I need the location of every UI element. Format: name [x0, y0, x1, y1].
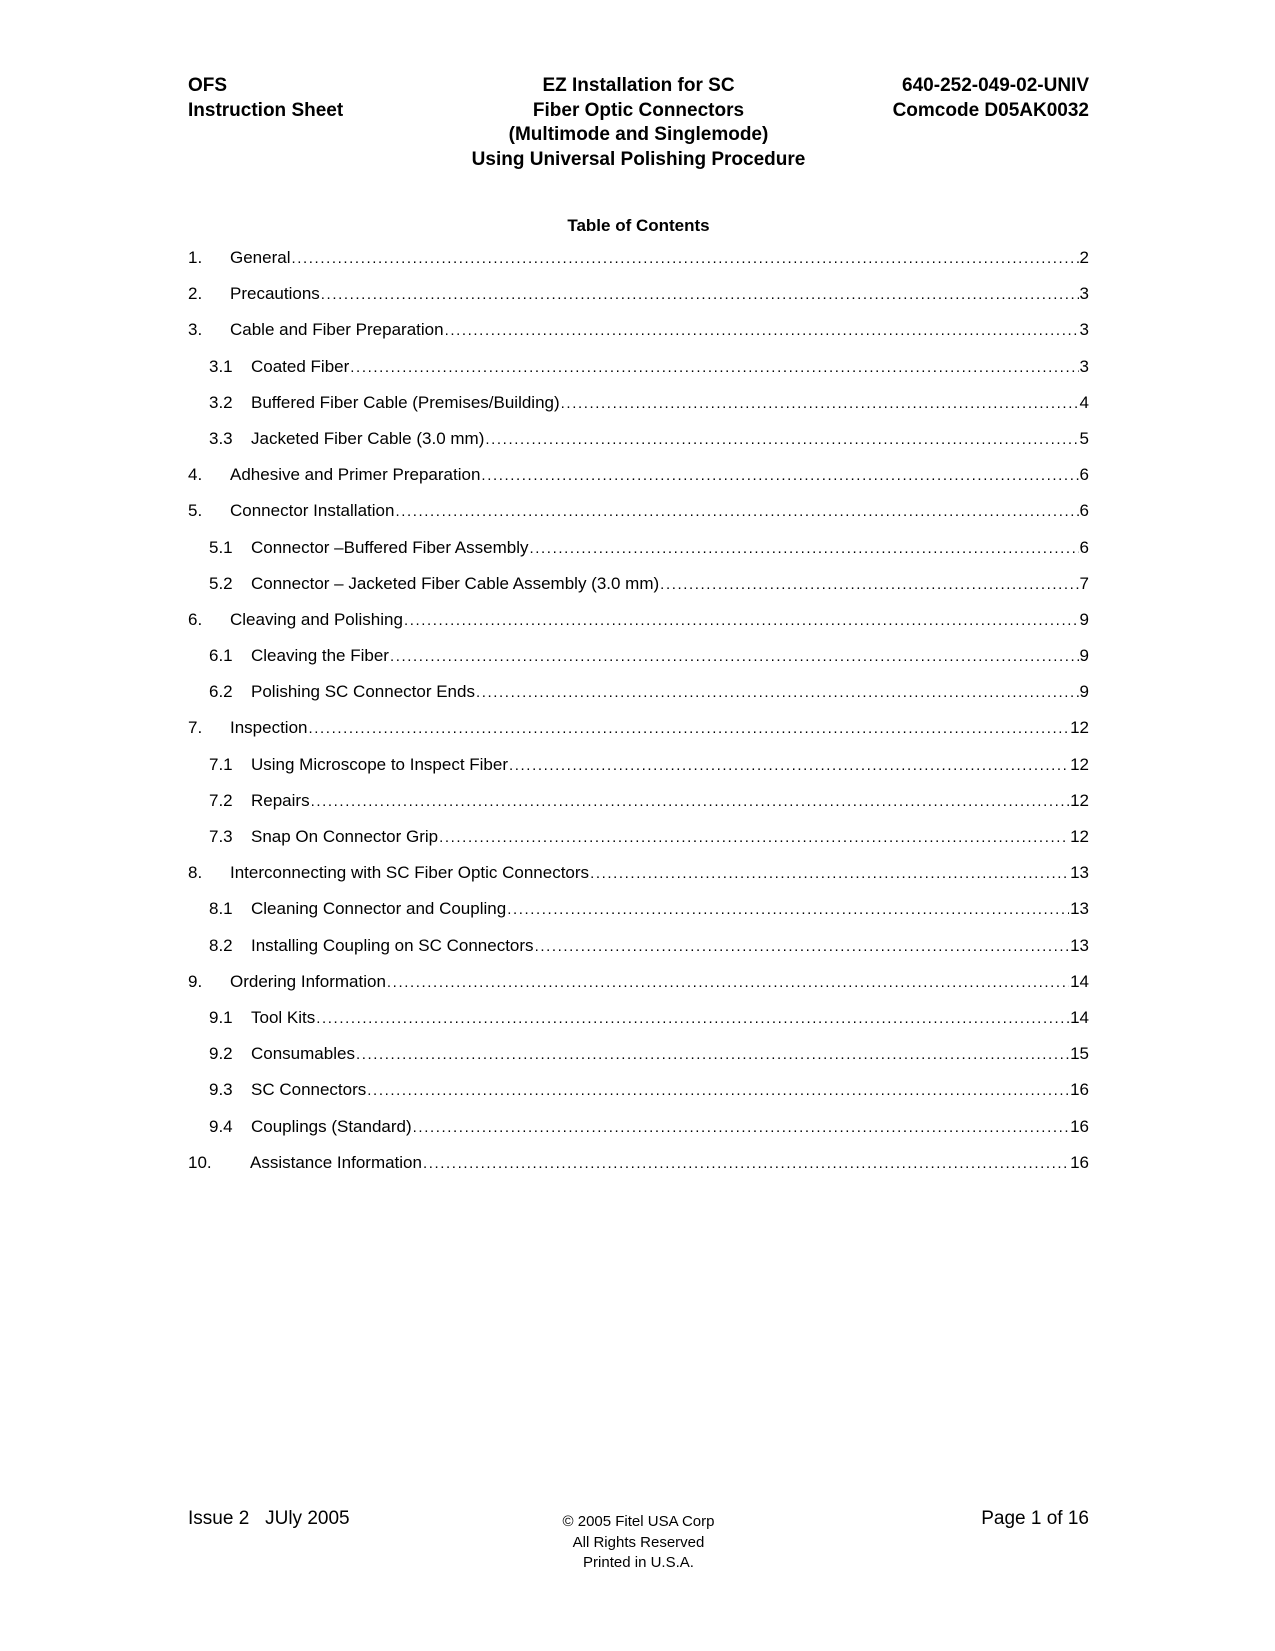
toc-entry-number: 7.: [188, 718, 203, 738]
toc-entry-page: 16: [1070, 1152, 1089, 1172]
toc-subentry[interactable]: [188, 646, 1089, 682]
toc-subentry[interactable]: [188, 357, 1089, 393]
toc-entry-number: 6.: [188, 609, 203, 629]
toc-entry-number: 9.: [188, 971, 203, 991]
toc-entry-number: 7.2: [209, 790, 233, 810]
toc-dot-leader: [395, 503, 1078, 520]
toc-entry-number: 6.1: [209, 646, 233, 666]
toc-subentry[interactable]: [188, 538, 1089, 574]
title-line-4: Using Universal Polishing Procedure: [471, 148, 806, 170]
document-number: 640-252-049-02-UNIV: [902, 75, 1089, 96]
toc-dot-leader: [507, 901, 1069, 918]
toc-entry-number: 1.: [188, 248, 203, 267]
toc-dot-leader: [476, 684, 1079, 701]
toc-entry-number: 9.2: [209, 1044, 233, 1064]
toc-entry-number: 8.1: [209, 899, 233, 919]
toc-dot-leader: [535, 938, 1070, 955]
toc-entry-page: 6: [1079, 537, 1089, 557]
toc-subentry[interactable]: [188, 1080, 1089, 1116]
toc-entry[interactable]: [188, 610, 1089, 646]
toc-dot-leader: [530, 540, 1079, 557]
toc-entry-title: Couplings (Standard): [251, 1116, 412, 1136]
toc-entry-page: 12: [1070, 754, 1089, 774]
toc-entry-page: 9: [1079, 682, 1089, 702]
toc-subentry[interactable]: [188, 755, 1089, 791]
toc-entry[interactable]: [188, 972, 1089, 1008]
toc-entry-number: 5.: [188, 501, 203, 521]
toc-dot-leader: [404, 612, 1079, 629]
toc-entry-number: 8.: [188, 863, 203, 883]
toc-entry-title: Connector –Buffered Fiber Assembly: [251, 537, 529, 557]
toc-entry[interactable]: [188, 284, 1089, 320]
document-type: Instruction Sheet: [188, 99, 344, 121]
toc-subentry[interactable]: [188, 1044, 1089, 1080]
toc-entry-title: Precautions: [230, 284, 320, 304]
toc-subentry[interactable]: [188, 393, 1089, 429]
toc-entry-page: 16: [1070, 1116, 1089, 1136]
toc-entry-title: SC Connectors: [251, 1080, 367, 1100]
toc-dot-leader: [367, 1082, 1069, 1099]
toc-entry-title: Ordering Information: [230, 971, 386, 991]
toc-entry-page: 3: [1079, 320, 1089, 340]
toc-entry-number: 4.: [188, 465, 203, 485]
toc-entry-number: 8.2: [209, 935, 233, 955]
toc-entry-page: 4: [1079, 392, 1089, 412]
toc-dot-leader: [660, 576, 1078, 593]
toc-entry[interactable]: [188, 248, 1089, 284]
toc-entry-title: Polishing SC Connector Ends: [251, 682, 475, 702]
table-of-contents: [188, 248, 1089, 1189]
toc-entry-title: Cleaning Connector and Coupling: [251, 899, 507, 919]
toc-entry-page: 2: [1079, 248, 1089, 267]
toc-entry[interactable]: [188, 501, 1089, 537]
toc-entry-number: 9.3: [209, 1080, 233, 1100]
toc-entry-title: Using Microscope to Inspect Fiber: [251, 754, 508, 774]
toc-subentry[interactable]: [188, 682, 1089, 718]
toc-entry-number: 3.3: [209, 428, 233, 448]
toc-entry-number: 9.4: [209, 1116, 233, 1136]
toc-entry-number: 10.: [188, 1152, 212, 1172]
toc-entry-page: 13: [1070, 863, 1089, 883]
toc-dot-leader: [291, 250, 1078, 267]
toc-entry-number: 6.2: [209, 682, 233, 702]
issue-date: Issue 2 JUly 2005: [188, 1508, 350, 1529]
toc-entry-page: 9: [1079, 646, 1089, 666]
toc-dot-leader: [439, 829, 1069, 846]
toc-entry-title: Buffered Fiber Cable (Premises/Building): [251, 392, 560, 412]
title-line-3: (Multimode and Singlemode): [508, 124, 769, 145]
toc-entry-title: Installing Coupling on SC Connectors: [251, 935, 534, 955]
copyright-line: © 2005 Fitel USA Corp: [562, 1513, 715, 1530]
toc-entry-number: 7.1: [209, 754, 233, 774]
toc-entry-title: Cable and Fiber Preparation: [230, 320, 444, 340]
toc-entry-title: Assistance Information: [250, 1152, 422, 1172]
toc-subentry[interactable]: [188, 574, 1089, 610]
toc-entry-page: 3: [1079, 284, 1089, 304]
toc-entry-number: 3.2: [209, 392, 233, 412]
page-number: Page 1 of 16: [981, 1508, 1089, 1529]
toc-entry-number: 5.1: [209, 537, 233, 557]
toc-entry-page: 12: [1070, 718, 1089, 738]
toc-entry[interactable]: [188, 718, 1089, 754]
toc-entry-title: General: [230, 248, 291, 267]
toc-dot-leader: [481, 467, 1078, 484]
toc-entry-title: Interconnecting with SC Fiber Optic Connectors: [230, 863, 590, 883]
toc-dot-leader: [387, 974, 1069, 991]
rights-line: All Rights Reserved: [572, 1533, 705, 1551]
title-line-1: EZ Installation for SC: [542, 75, 735, 96]
toc-dot-leader: [413, 1119, 1069, 1136]
toc-subentry[interactable]: [188, 429, 1089, 465]
toc-entry-page: 5: [1079, 428, 1089, 448]
toc-entry[interactable]: [188, 863, 1089, 899]
title-line-2: Fiber Optic Connectors: [532, 99, 745, 121]
toc-entry-page: 14: [1070, 971, 1089, 991]
header-left: [188, 74, 343, 123]
toc-entry-page: 7: [1079, 573, 1089, 593]
toc-dot-leader: [485, 431, 1078, 448]
toc-entry-title: Cleaving the Fiber: [251, 646, 389, 666]
toc-entry-title: Cleaving and Polishing: [230, 609, 403, 629]
toc-subentry[interactable]: [188, 936, 1089, 972]
toc-subentry[interactable]: [188, 1008, 1089, 1044]
toc-entry[interactable]: [188, 465, 1089, 501]
toc-entry-title: Connector Installation: [230, 501, 395, 521]
toc-dot-leader: [423, 1155, 1069, 1172]
toc-entry-title: Coated Fiber: [251, 356, 350, 376]
toc-dot-leader: [356, 1046, 1069, 1063]
toc-dot-leader: [445, 322, 1079, 339]
toc-entry-title: Repairs: [251, 790, 310, 810]
toc-entry-title: Consumables: [251, 1044, 355, 1064]
comcode: Comcode D05AK0032: [892, 99, 1089, 121]
toc-entry-title: Inspection: [230, 718, 308, 738]
toc-entry-title: Connector – Jacketed Fiber Cable Assembly (3.0 mm): [251, 573, 660, 593]
toc-entry-page: 6: [1079, 465, 1089, 485]
toc-title: Table of Contents: [567, 216, 710, 235]
toc-entry-number: 2.: [188, 284, 203, 304]
toc-subentry[interactable]: [188, 899, 1089, 935]
toc-dot-leader: [390, 648, 1079, 665]
header-right: [893, 74, 1089, 123]
toc-dot-leader: [509, 757, 1069, 774]
toc-entry-number: 3.1: [209, 356, 233, 376]
toc-entry-page: 15: [1070, 1044, 1089, 1064]
toc-entry-title: Jacketed Fiber Cable (3.0 mm): [251, 428, 485, 448]
toc-entry[interactable]: [188, 320, 1089, 356]
document-header: [188, 74, 1089, 174]
toc-dot-leader: [321, 286, 1079, 303]
toc-entry-number: 3.: [188, 320, 203, 340]
copyright-notice: [188, 1512, 1089, 1574]
toc-entry-title: Snap On Connector Grip: [251, 827, 439, 846]
toc-entry-page: 6: [1079, 501, 1089, 521]
toc-entry-page: 13: [1070, 935, 1089, 955]
toc-entry-page: 13: [1070, 899, 1089, 919]
toc-entry-title: Tool Kits: [251, 1007, 316, 1027]
toc-entry-title: Adhesive and Primer Preparation: [230, 465, 481, 485]
toc-entry-page: 16: [1070, 1080, 1089, 1100]
toc-subentry[interactable]: [188, 791, 1089, 827]
toc-entry-number: 5.2: [209, 573, 233, 593]
toc-entry-page: 14: [1070, 1007, 1089, 1027]
toc-entry-page: 9: [1079, 609, 1089, 629]
toc-dot-leader: [561, 395, 1079, 412]
company-name: OFS: [188, 75, 228, 96]
toc-entry-page: 3: [1079, 356, 1089, 376]
toc-dot-leader: [309, 720, 1070, 737]
toc-dot-leader: [590, 865, 1069, 882]
toc-dot-leader: [311, 793, 1069, 810]
toc-entry[interactable]: [188, 1153, 1089, 1189]
toc-subentry[interactable]: [188, 827, 1089, 863]
toc-entry-page: 12: [1070, 827, 1089, 846]
toc-dot-leader: [350, 359, 1078, 376]
toc-entry-page: 12: [1070, 790, 1089, 810]
printed-line: Printed in U.S.A.: [583, 1554, 694, 1571]
toc-entry-number: 9.1: [209, 1007, 233, 1027]
toc-dot-leader: [316, 1010, 1069, 1027]
toc-subentry[interactable]: [188, 1117, 1089, 1153]
toc-entry-number: 7.3: [209, 827, 233, 846]
